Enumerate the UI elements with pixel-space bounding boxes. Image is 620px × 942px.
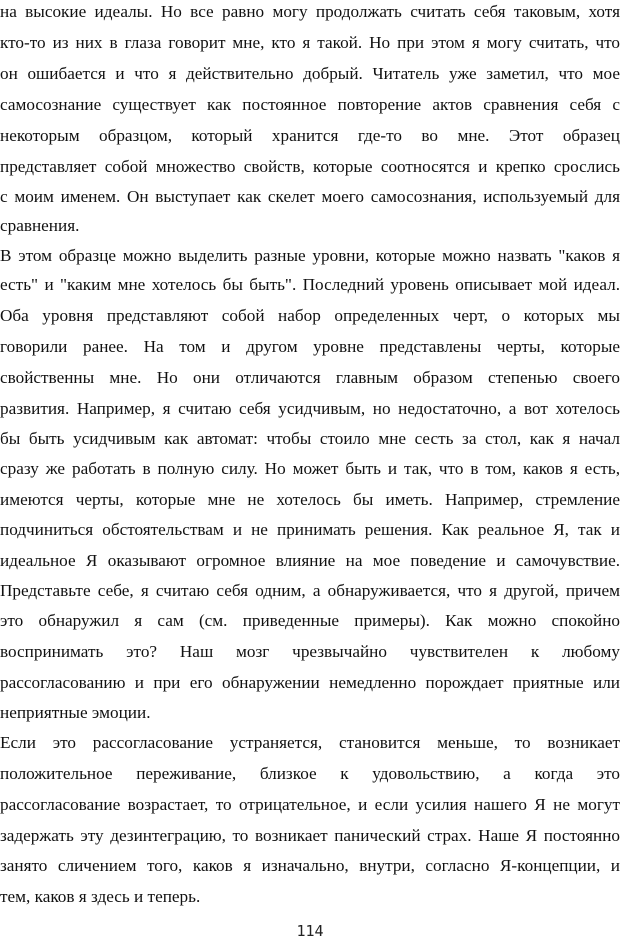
text-line: это обнаружил я сам (см. приведенные примеры). Как можно спокойно [0,611,620,630]
text-line: положительное переживание, близкое к удовольствию, а когда это [0,764,620,783]
text-line: он ошибается и что я действительно добрый. Читатель уже заметил, что мое [0,64,620,83]
text-line: В этом образце можно выделить разные уровни, которые можно назвать "каков я [0,246,620,265]
text-line: имеются черты, которые мне не хотелось бы иметь. Например, стремление [0,490,620,509]
text-line: тем, каков я здесь и теперь. [0,887,201,906]
text-line: воспринимать это? Наш мозг чрезвычайно чувствителен к любому [0,642,620,661]
text-line: самосознание существует как постоянное повторение актов сравнения себя с [0,95,620,114]
text-line: Если это рассогласование устраняется, становится меньше, то возникает [0,733,620,752]
text-line: рассогласованию и при его обнаружении немедленно порождает приятные или [0,673,620,692]
text-line: на высокие идеалы. Но все равно могу продолжать считать себя таковым, хотя [0,2,620,21]
text-line: есть" и "каким мне хотелось бы быть". Последний уровень описывает мой идеал. [0,275,620,294]
text-line: свойственны мне. Но они отличаются главным образом степенью своего [0,368,620,387]
text-line: подчиниться обстоятельствам и не принимать решения. Как реальное Я, так и [0,520,620,539]
text-line: задержать эту дезинтеграцию, то возникает панический страх. Наше Я постоянно [0,826,620,845]
page-number: 114 [296,922,324,940]
text-line: Оба уровня представляют собой набор определенных черт, о которых мы [0,306,620,325]
text-line: бы быть усидчивым как автомат: чтобы стоило мне сесть за стол, как я начал [0,429,620,448]
text-line: сравнения. [0,216,80,235]
text-line: представляет собой множество свойств, которые соотносятся и крепко срослись [0,157,620,176]
text-line: неприятные эмоции. [0,703,151,722]
text-line: идеальное Я оказывают огромное влияние на мое поведение и самочувствие. [0,551,620,570]
text-line: кто-то из них в глаза говорит мне, кто я такой. Но при этом я могу считать, что [0,33,620,52]
text-line: некоторым образцом, который хранится где-то во мне. Этот образец [0,126,620,145]
text-line: развития. Например, я считаю себя усидчивым, но недостаточно, а вот хотелось [0,399,620,418]
text-line: говорили ранее. На том и другом уровне представлены черты, которые [0,337,620,356]
text-line: рассогласование возрастает, то отрицательное, и если усилия нашего Я не могут [0,795,620,814]
text-line: Представьте себе, я считаю себя одним, а обнаруживается, что я другой, причем [0,581,620,600]
text-line: занято сличением того, каков я изначально, внутри, согласно Я-концепции, и [0,856,620,875]
text-line: с моим именем. Он выступает как скелет моего самосознания, используемый для [0,187,620,206]
text-line: сразу же работать в полную силу. Но может быть и так, что в том, каков я есть, [0,459,620,478]
